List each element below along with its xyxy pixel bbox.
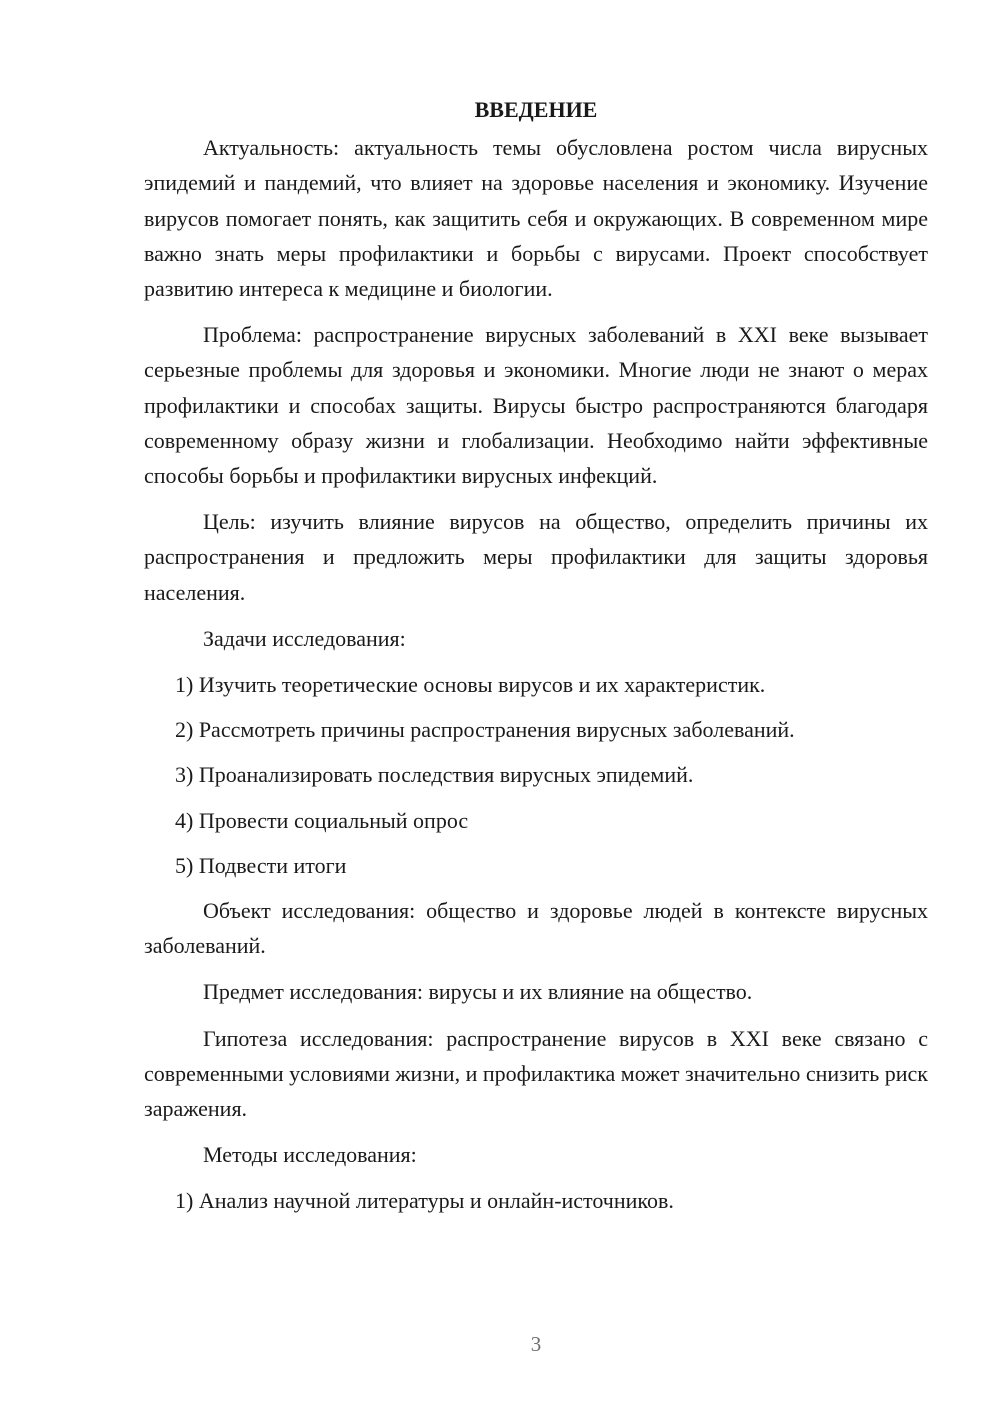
- relevance-paragraph: Актуальность: актуальность темы обусловлена ростом числа вирусных эпидемий и пандемий, что влияет на здоровье населения и экономику. Изучение вирусов помогает понять, как защитить себя и окружающих. В современном мире важно знать меры профилактики и борьбы с вирусами. Проект способствует развитию интереса к медицине и биологии.: [144, 135, 928, 302]
- list-item: 2) Рассмотреть причины распространения вирусных заболеваний.: [175, 717, 795, 743]
- tasks-heading: Задачи исследования:: [203, 625, 406, 651]
- methods-heading: Методы исследования:: [203, 1142, 417, 1168]
- list-item: 3) Проанализировать последствия вирусных эпидемий.: [175, 762, 694, 788]
- subject-paragraph: Предмет исследования: вирусы и их влияние на общество.: [203, 979, 753, 1005]
- list-item: 1) Анализ научной литературы и онлайн-источников.: [175, 1188, 674, 1214]
- list-item: 1) Изучить теоретические основы вирусов и их характеристик.: [175, 672, 766, 698]
- tasks-list: [144, 667, 928, 883]
- list-item: 5) Подвести итоги: [175, 852, 347, 878]
- methods-list: [144, 1183, 928, 1218]
- problem-paragraph: Проблема: распространение вирусных заболеваний в XXI веке вызывает серьезные проблемы для здоровья и экономики. Многие люди не знают о мерах профилактики и способах защиты. Вирусы быстро распространяются благодаря современному образу жизни и глобализации. Необходимо найти эффективные способы борьбы и профилактики вирусных инфекций.: [144, 322, 928, 489]
- goal-paragraph: Цель: изучить влияние вирусов на общество, определить причины их распространения и предложить меры профилактики для защиты здоровья населения.: [144, 509, 928, 605]
- page-number: 3: [530, 1332, 542, 1356]
- object-paragraph: Объект исследования: общество и здоровье людей в контексте вирусных заболеваний.: [144, 898, 928, 959]
- hypothesis-paragraph: Гипотеза исследования: распространение вирусов в XXI веке связано с современными условиями жизни, и профилактика может значительно снизить риск заражения.: [144, 1025, 928, 1122]
- page-content: [144, 92, 928, 1229]
- list-item: 4) Провести социальный опрос: [175, 807, 469, 833]
- page-title: ВВЕДЕНИЕ: [474, 97, 598, 122]
